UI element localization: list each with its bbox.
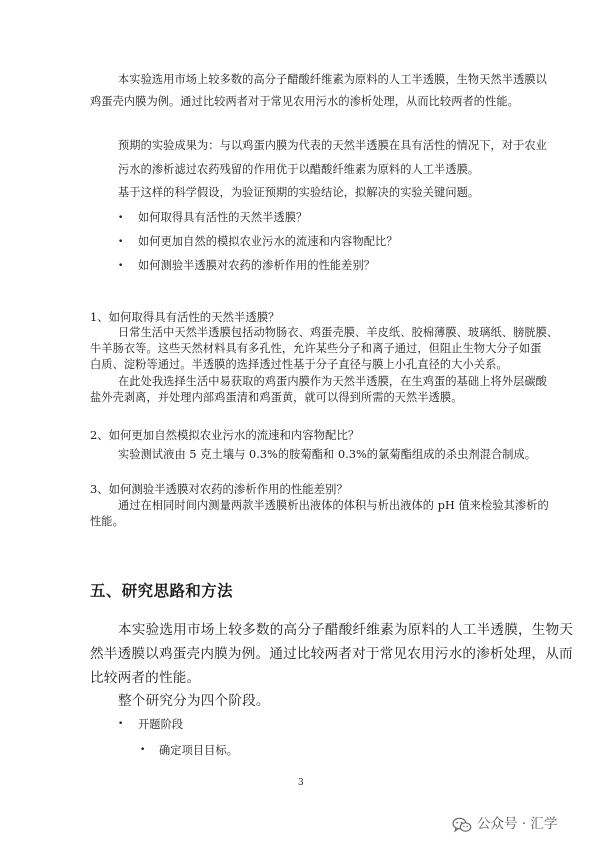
q1-p1-line-2: 牛羊肠衣等。这些天然材料具有多孔性，允许某些分子和离子通过，但阻止生物大分子如蛋: [90, 342, 542, 355]
q3-p1-line-1: 通过在相同时间内测量两款半透膜析出液体的体积与析出液体的 pH 值来检验其渗析的: [118, 499, 549, 512]
q1-p2-line-2: 盐外壳剥离，并处理内部鸡蛋清和鸡蛋黄，就可以得到所需的天然半透膜。: [90, 391, 463, 404]
q2-p1: 实验测试液由 5 克土壤与 0.3%的胺菊酯和 0.3%的氯菊酯组成的杀虫剂混合制成。: [118, 448, 537, 461]
section5-p2: 整个研究分为四个阶段。: [118, 693, 270, 709]
expect-line-3: 基于这样的科学假设，为验证预期的实验结论，拟解决的实验关键问题。: [118, 186, 480, 199]
bullet-item-3: 如何测验半透膜对农药的渗析作用的性能差别？: [138, 259, 376, 272]
q1-p2-line-1: 在此处我选择生活中易获取的鸡蛋内膜作为天然半透膜，在生鸡蛋的基础上将外层碳酸: [118, 375, 547, 388]
intro-line-2: 鸡蛋壳内膜为例。通过比较两者对于常见农用污水的渗析处理，从而比较两者的性能。: [90, 95, 519, 108]
intro-line-1: 本实验选用市场上较多数的高分子醋酸纤维素为原料的人工半透膜，生物天然半透膜以: [118, 73, 547, 86]
q1-p1-line-1: 日常生活中天然半透膜包括动物肠衣、鸡蛋壳膜、羊皮纸、胶棉薄膜、玻璃纸、膀胱膜、: [118, 326, 559, 339]
expect-line-1: 预期的实验成果为：与以鸡蛋内膜为代表的天然半透膜在具有活性的情况下，对于农业: [118, 139, 547, 152]
section5-bullet-2: 确定项目目标。: [159, 744, 239, 757]
q3-title: 3、如何测验半透膜对农药的渗析作用的性能差别？: [90, 482, 348, 496]
q1-title: 1、如何取得具有活性的天然半透膜？: [90, 310, 280, 324]
expect-line-2: 污水的渗析滤过农药残留的作用优于以醋酸纤维素为原料的人工半透膜。: [118, 163, 480, 176]
wechat-icon: [452, 817, 472, 833]
section5-p1-line-1: 本实验选用市场上较多数的高分子醋酸纤维素为原料的人工半透膜，生物天: [118, 622, 574, 638]
bullet-icon: •: [118, 213, 124, 223]
bullet-icon: •: [118, 261, 124, 271]
bullet-icon: •: [118, 719, 124, 729]
q1-p1-line-3: 白质、淀粉等通过。半透膜的选择透过性基于分子直径与膜上小孔直径的大小关系。: [90, 358, 508, 371]
bullet-icon: •: [118, 237, 124, 247]
watermark-text: 公众号 · 汇学: [477, 816, 558, 832]
page-number: 3: [298, 778, 304, 788]
section5-p1-line-3: 比较两者的性能。: [90, 670, 201, 686]
bullet-item-2: 如何更加自然的模拟农业污水的流速和内容物配比？: [138, 235, 398, 248]
q2-title: 2、如何更加自然模拟农业污水的流速和内容物配比？: [90, 428, 360, 442]
section5-p1-line-2: 然半透膜以鸡蛋壳内膜为例。通过比较两者对于常见农用污水的渗析处理，从而: [90, 646, 573, 662]
q3-p1-line-2: 性能。: [90, 515, 124, 528]
bullet-item-1: 如何取得具有活性的天然半透膜？: [138, 211, 308, 224]
section5-bullet-1: 开题阶段: [138, 718, 184, 731]
bullet-icon: •: [140, 745, 146, 755]
section-heading: 五、研究思路和方法: [90, 582, 234, 600]
